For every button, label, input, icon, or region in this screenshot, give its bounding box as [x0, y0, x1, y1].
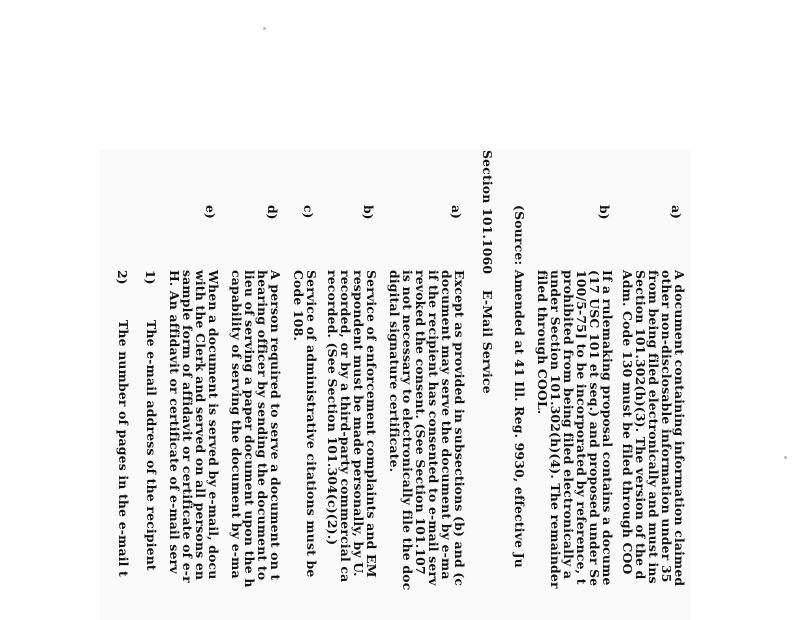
text-line: hearing officer by sending the document to: [255, 270, 270, 581]
text-line: H. An affidavit or certificate of e-mail serv: [167, 270, 182, 574]
scan-speck: [263, 27, 266, 30]
text-line: Code 108.: [291, 270, 306, 341]
text-line: 100/5-75] to be incorporated by reference, t: [574, 270, 589, 585]
text-line: lieu of serving a paper document upon the h: [242, 270, 257, 588]
scan-speck: [784, 456, 787, 459]
text-line: document may serve the document by e-ma: [439, 270, 454, 580]
text-line: recorded. (See Section 101.304(c)(2).): [325, 270, 340, 546]
text-line: (17 USC 101 et seq.) and proposed under Se: [587, 270, 602, 587]
text-line: If a rulemaking proposal contains a docume: [600, 270, 615, 586]
text-line: A person required to serve a document on t: [268, 270, 283, 581]
text-line: sample form of affidavit or certificate of e-r: [180, 270, 195, 583]
text-line: Except as provided in subsections (b) and (c: [452, 270, 467, 587]
text-line: prohibited from being filed electronically a: [561, 270, 576, 580]
section-title: E-Mail Service: [480, 290, 495, 394]
text-line: under Section 101.302(h)(4). The remainder: [548, 270, 563, 589]
text-line: capability of serving the document by e-ma: [229, 270, 244, 579]
item-marker: a): [669, 205, 684, 219]
subitem-text: The number of pages in the e-mail t: [116, 320, 131, 577]
text-line: When a document is served by e-mail, docu: [206, 270, 221, 580]
text-line: Adm. Code 130 must be filed through COO: [620, 270, 635, 575]
item-marker: b): [361, 205, 376, 220]
item-marker: c): [301, 205, 316, 219]
section-number: Section 101.1060: [480, 150, 495, 275]
source-note: (Source: Amended at 41 Ill. Reg. 9930, effective Ju: [512, 205, 527, 568]
scanned-page: [100, 150, 690, 620]
subitem-text: The e-mail address of the recipient: [144, 320, 159, 571]
item-marker: e): [203, 205, 218, 219]
text-line: if the recipient has consented to e-mail serv: [426, 270, 441, 586]
text-line: Service of enforcement complaints and EM: [364, 270, 379, 578]
text-line: with the Clerk and served on all persons en: [193, 270, 208, 581]
item-marker: d): [265, 205, 280, 220]
text-line: Section 101.302(h)(3). The version of the d: [633, 270, 648, 580]
text-line: from being filed electronically and must ins: [646, 270, 661, 584]
text-line: Service of administrative citations must be: [304, 270, 319, 578]
text-line: A document containing information claimed: [672, 270, 687, 587]
text-line: is not necessary to electronically file the doc: [400, 270, 415, 591]
subitem-marker: 2): [115, 270, 130, 285]
subitem-marker: 1): [143, 270, 158, 285]
item-marker: b): [597, 205, 612, 220]
text-line: revoked the consent. (See Section 101.107: [413, 270, 428, 575]
text-line: recorded, or by a third-party commercial ca: [338, 270, 353, 583]
text-line: filed through COOL.: [535, 270, 550, 415]
text-line: respondent must be made personally, by U.: [351, 270, 366, 577]
item-marker: a): [449, 205, 464, 219]
text-line: digital signature certificate.: [387, 270, 402, 473]
text-line: other non-disclosable information under 35: [659, 270, 674, 583]
